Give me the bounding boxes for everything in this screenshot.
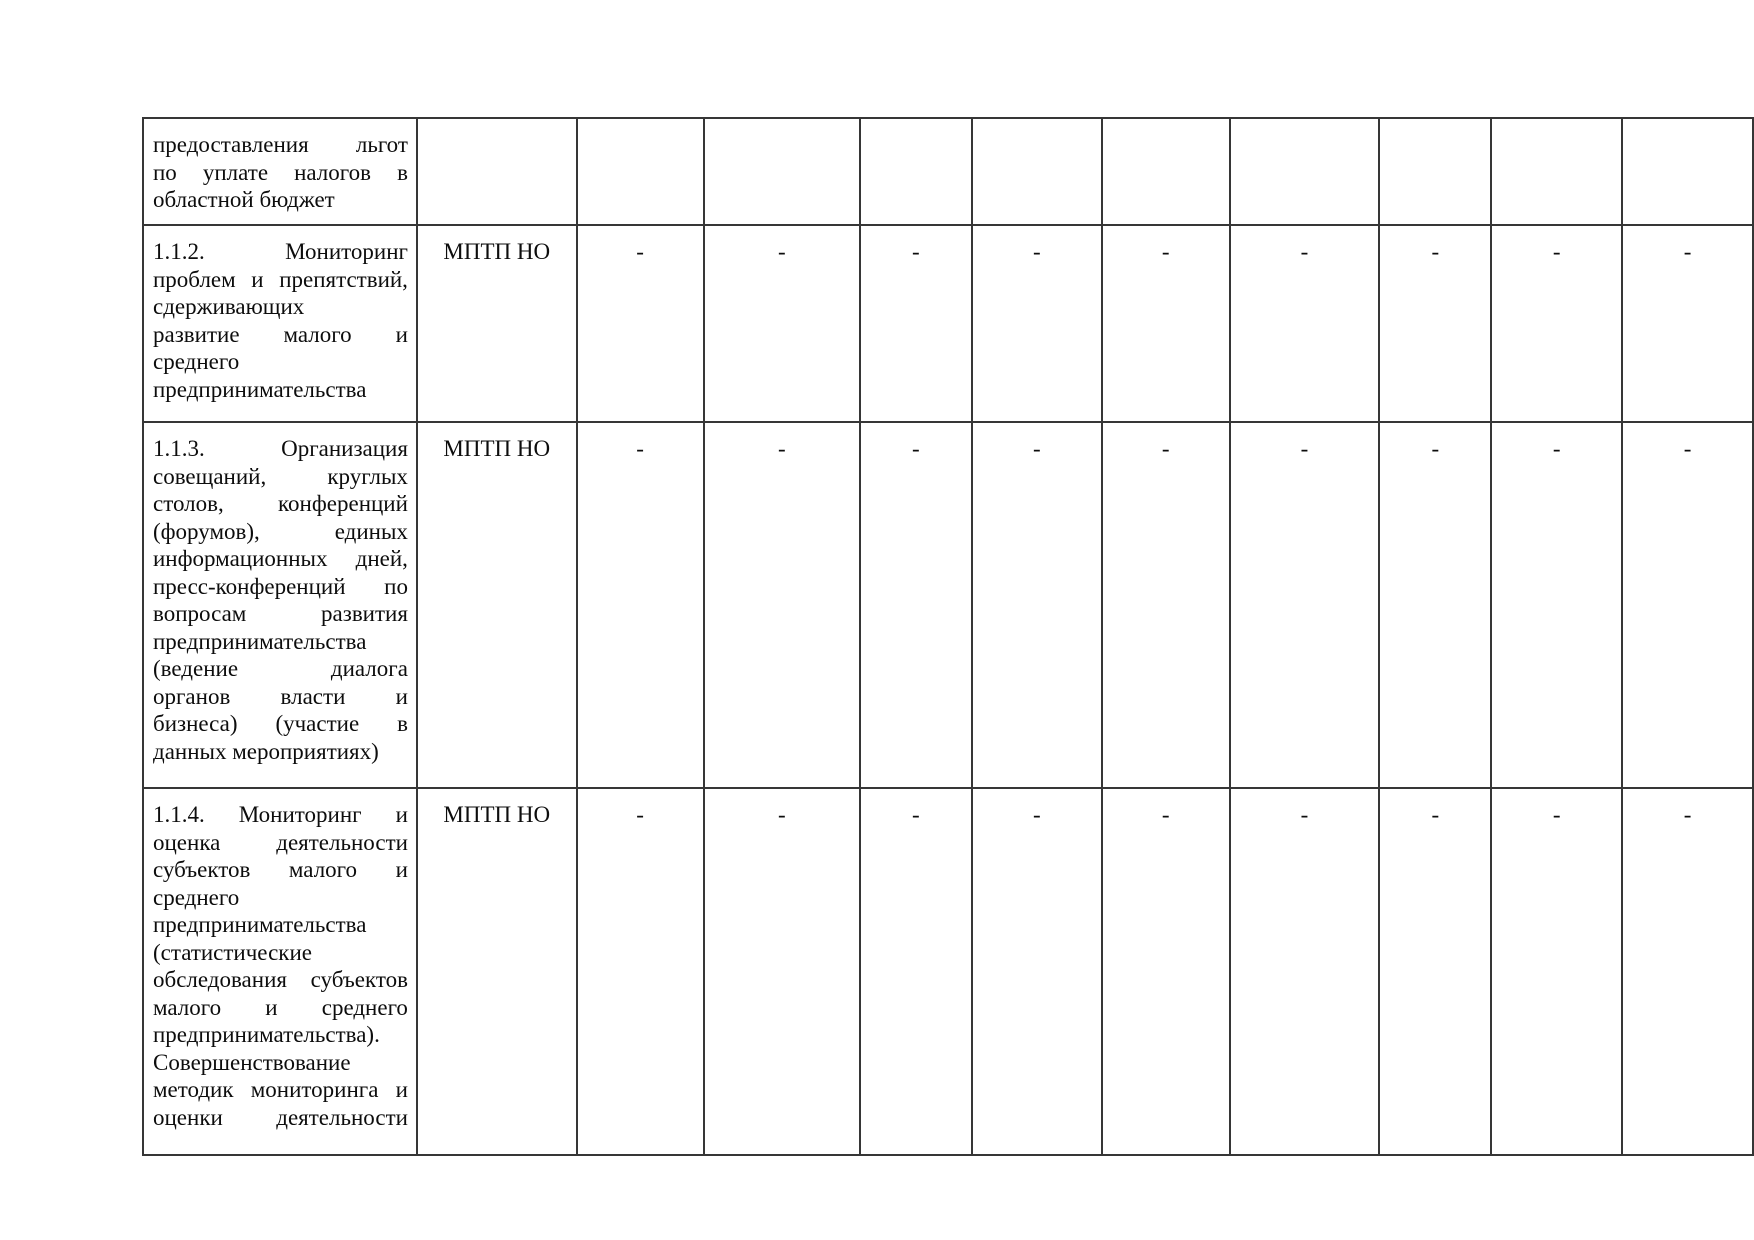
activity-text-line: сдерживающих bbox=[153, 294, 305, 319]
executor-cell bbox=[417, 118, 577, 225]
activity-cell bbox=[143, 118, 417, 225]
value-cell: - bbox=[1491, 422, 1622, 788]
value-cell bbox=[1379, 118, 1491, 225]
activity-cell bbox=[143, 225, 417, 422]
activity-text-line: субъектов малого и bbox=[153, 857, 408, 882]
activity-text-line: 1.1.4. Мониторинг и bbox=[153, 802, 408, 827]
activity-text-line: данных мероприятиях) bbox=[153, 738, 379, 764]
value-cell bbox=[1622, 118, 1753, 225]
activity-text-line: вопросам развития bbox=[153, 601, 408, 626]
executor-cell: МПТП НО bbox=[417, 788, 577, 1155]
activity-text-line: пресс-конференций по bbox=[153, 573, 408, 599]
value-cell: - bbox=[1379, 422, 1491, 788]
value-cell bbox=[972, 118, 1102, 225]
value-cell: - bbox=[1622, 225, 1753, 422]
value-cell bbox=[1491, 118, 1622, 225]
table-row-1-1-4 bbox=[143, 788, 1753, 1155]
activity-text-line: предпринимательства bbox=[153, 912, 367, 937]
activity-text-line: (статистические bbox=[153, 939, 312, 965]
table-row-1-1-2 bbox=[143, 225, 1753, 422]
activity-text-line: бизнеса) (участие в bbox=[153, 711, 408, 736]
value-cell: - bbox=[860, 422, 972, 788]
value-cell: - bbox=[577, 788, 704, 1155]
value-cell: - bbox=[704, 422, 860, 788]
activity-text-line: (форумов), единых bbox=[153, 518, 408, 544]
value-cell: - bbox=[704, 225, 860, 422]
executor-cell: МПТП НО bbox=[417, 225, 577, 422]
value-cell bbox=[704, 118, 860, 225]
table-row-continuation bbox=[143, 118, 1753, 225]
activity-text-line: по уплате налогов в bbox=[153, 159, 408, 185]
value-cell: - bbox=[1622, 788, 1753, 1155]
activity-text-line: органов власти и bbox=[153, 683, 408, 709]
value-cell: - bbox=[1379, 225, 1491, 422]
activity-text-line: информационных дней, bbox=[153, 546, 408, 571]
value-cell: - bbox=[972, 788, 1102, 1155]
activity-text-line: столов, конференций bbox=[153, 491, 408, 516]
activity-text-line: предоставления льгот bbox=[153, 132, 408, 157]
activity-text-line: предпринимательства). bbox=[153, 1022, 380, 1047]
activity-text-line: методик мониторинга и bbox=[153, 1077, 408, 1102]
value-cell: - bbox=[577, 225, 704, 422]
activity-text-line: среднего bbox=[153, 349, 240, 374]
activity-cell bbox=[143, 788, 417, 1155]
value-cell: - bbox=[1622, 422, 1753, 788]
value-cell: - bbox=[704, 788, 860, 1155]
value-cell: - bbox=[1379, 788, 1491, 1155]
value-cell bbox=[1102, 118, 1230, 225]
value-cell bbox=[577, 118, 704, 225]
executor-cell: МПТП НО bbox=[417, 422, 577, 788]
value-cell: - bbox=[1491, 225, 1622, 422]
value-cell: - bbox=[860, 225, 972, 422]
activity-text-line: областной бюджет bbox=[153, 187, 335, 212]
activity-text-line: совещаний, круглых bbox=[153, 463, 408, 489]
activity-text-line: (ведение диалога bbox=[153, 656, 408, 681]
value-cell: - bbox=[1230, 422, 1380, 788]
activity-cell bbox=[143, 422, 417, 788]
value-cell: - bbox=[1102, 422, 1230, 788]
value-cell: - bbox=[972, 225, 1102, 422]
activity-text-line: среднего bbox=[153, 884, 240, 910]
activity-text-line: 1.1.3. Организация bbox=[153, 436, 408, 461]
activity-text-line: 1.1.2. Мониторинг bbox=[153, 239, 408, 264]
value-cell: - bbox=[577, 422, 704, 788]
value-cell: - bbox=[1230, 788, 1380, 1155]
value-cell: - bbox=[1102, 788, 1230, 1155]
value-cell: - bbox=[972, 422, 1102, 788]
activity-text-line: предпринимательства bbox=[153, 628, 367, 654]
value-cell: - bbox=[1102, 225, 1230, 422]
activity-text-line: предпринимательства bbox=[153, 376, 367, 402]
activity-text-line: оценки деятельности bbox=[153, 1104, 408, 1130]
program-activities-table bbox=[142, 117, 1754, 1156]
value-cell: - bbox=[860, 788, 972, 1155]
value-cell bbox=[1230, 118, 1380, 225]
value-cell: - bbox=[1230, 225, 1380, 422]
value-cell: - bbox=[1491, 788, 1622, 1155]
table-row-1-1-3 bbox=[143, 422, 1753, 788]
activity-text-line: проблем и препятствий, bbox=[153, 266, 408, 292]
value-cell bbox=[860, 118, 972, 225]
activity-text-line: оценка деятельности bbox=[153, 829, 408, 855]
activity-text-line: малого и среднего bbox=[153, 994, 408, 1020]
activity-text-line: Совершенствование bbox=[153, 1049, 351, 1075]
activity-text-line: обследования субъектов bbox=[153, 967, 408, 992]
activity-text-line: развитие малого и bbox=[153, 321, 408, 347]
